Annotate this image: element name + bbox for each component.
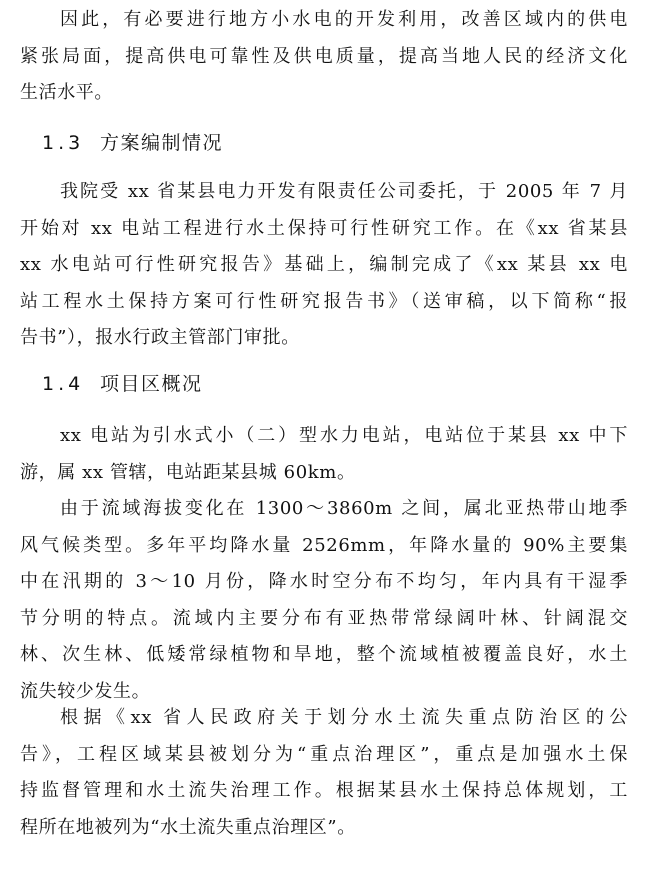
paragraph-climate — [20, 491, 628, 710]
paragraph-line: 站工程水土保持方案可行性研究报告书》（送审稿，以下简称“报 — [20, 290, 628, 312]
paragraph-intro — [20, 2, 628, 112]
paragraph-line: 我院受 xx 省某县电力开发有限责任公司委托，于 2005 年 7 月 — [60, 181, 628, 202]
paragraph-line: 流失较少发生。 — [20, 680, 151, 702]
section-title: 项目区概况 — [100, 373, 203, 395]
paragraph-line: 告书”），报水行政主管部门审批。 — [20, 327, 300, 348]
paragraph-line: 开始对 xx 电站工程进行水土保持可行性研究工作。在《xx 省某县 — [20, 217, 628, 239]
section-number: 1.4 — [42, 373, 85, 395]
paragraph-line: 节分明的特点。流域内主要分布有亚热带常绿阔叶林、针阔混交 — [20, 607, 628, 629]
section-heading-1-3 — [42, 128, 223, 158]
paragraph-line: 程所在地被列为“水土流失重点治理区”。 — [20, 816, 356, 838]
paragraph-line: xx 电站为引水式小（二）型水力电站，电站位于某县 xx 中下 — [60, 425, 628, 446]
paragraph-line: xx 水电站可行性研究报告》基础上，编制完成了《xx 某县 xx 电 — [20, 254, 628, 275]
section-heading-1-4 — [42, 369, 203, 399]
paragraph-line: 持监督管理和水土流失治理工作。根据某县水土保持总体规划，工 — [20, 780, 628, 801]
paragraph-line: 风气候类型。多年平均降水量 2526mm，年降水量的 90%主要集 — [20, 534, 628, 556]
paragraph-line: 生活水平。 — [20, 82, 113, 103]
paragraph-line: 因此，有必要进行地方小水电的开发利用，改善区域内的供电 — [60, 9, 628, 30]
paragraph-line: 中在汛期的 3～10 月份，降水时空分布不均匀，年内具有干湿季 — [20, 571, 628, 592]
section-title: 方案编制情况 — [100, 132, 224, 154]
paragraph-line: 紧张局面，提高供电可靠性及供电质量，提高当地人民的经济文化 — [20, 45, 628, 67]
paragraph-zoning — [20, 700, 628, 846]
paragraph-station — [20, 418, 628, 491]
paragraph-line: 游，属 xx 管辖，电站距某县城 60km。 — [20, 461, 356, 483]
paragraph-line: 根据《xx 省人民政府关于划分水土流失重点防治区的公 — [60, 707, 628, 728]
paragraph-line: 由于流域海拔变化在 1300～3860m 之间，属北亚热带山地季 — [60, 498, 628, 519]
paragraph-line: 告》，工程区域某县被划分为“重点治理区”，重点是加强水土保 — [20, 743, 628, 765]
section-number: 1.3 — [42, 132, 85, 154]
paragraph-line: 林、次生林、低矮常绿植物和旱地，整个流域植被覆盖良好，水土 — [20, 644, 628, 665]
paragraph-scheme — [20, 174, 628, 357]
